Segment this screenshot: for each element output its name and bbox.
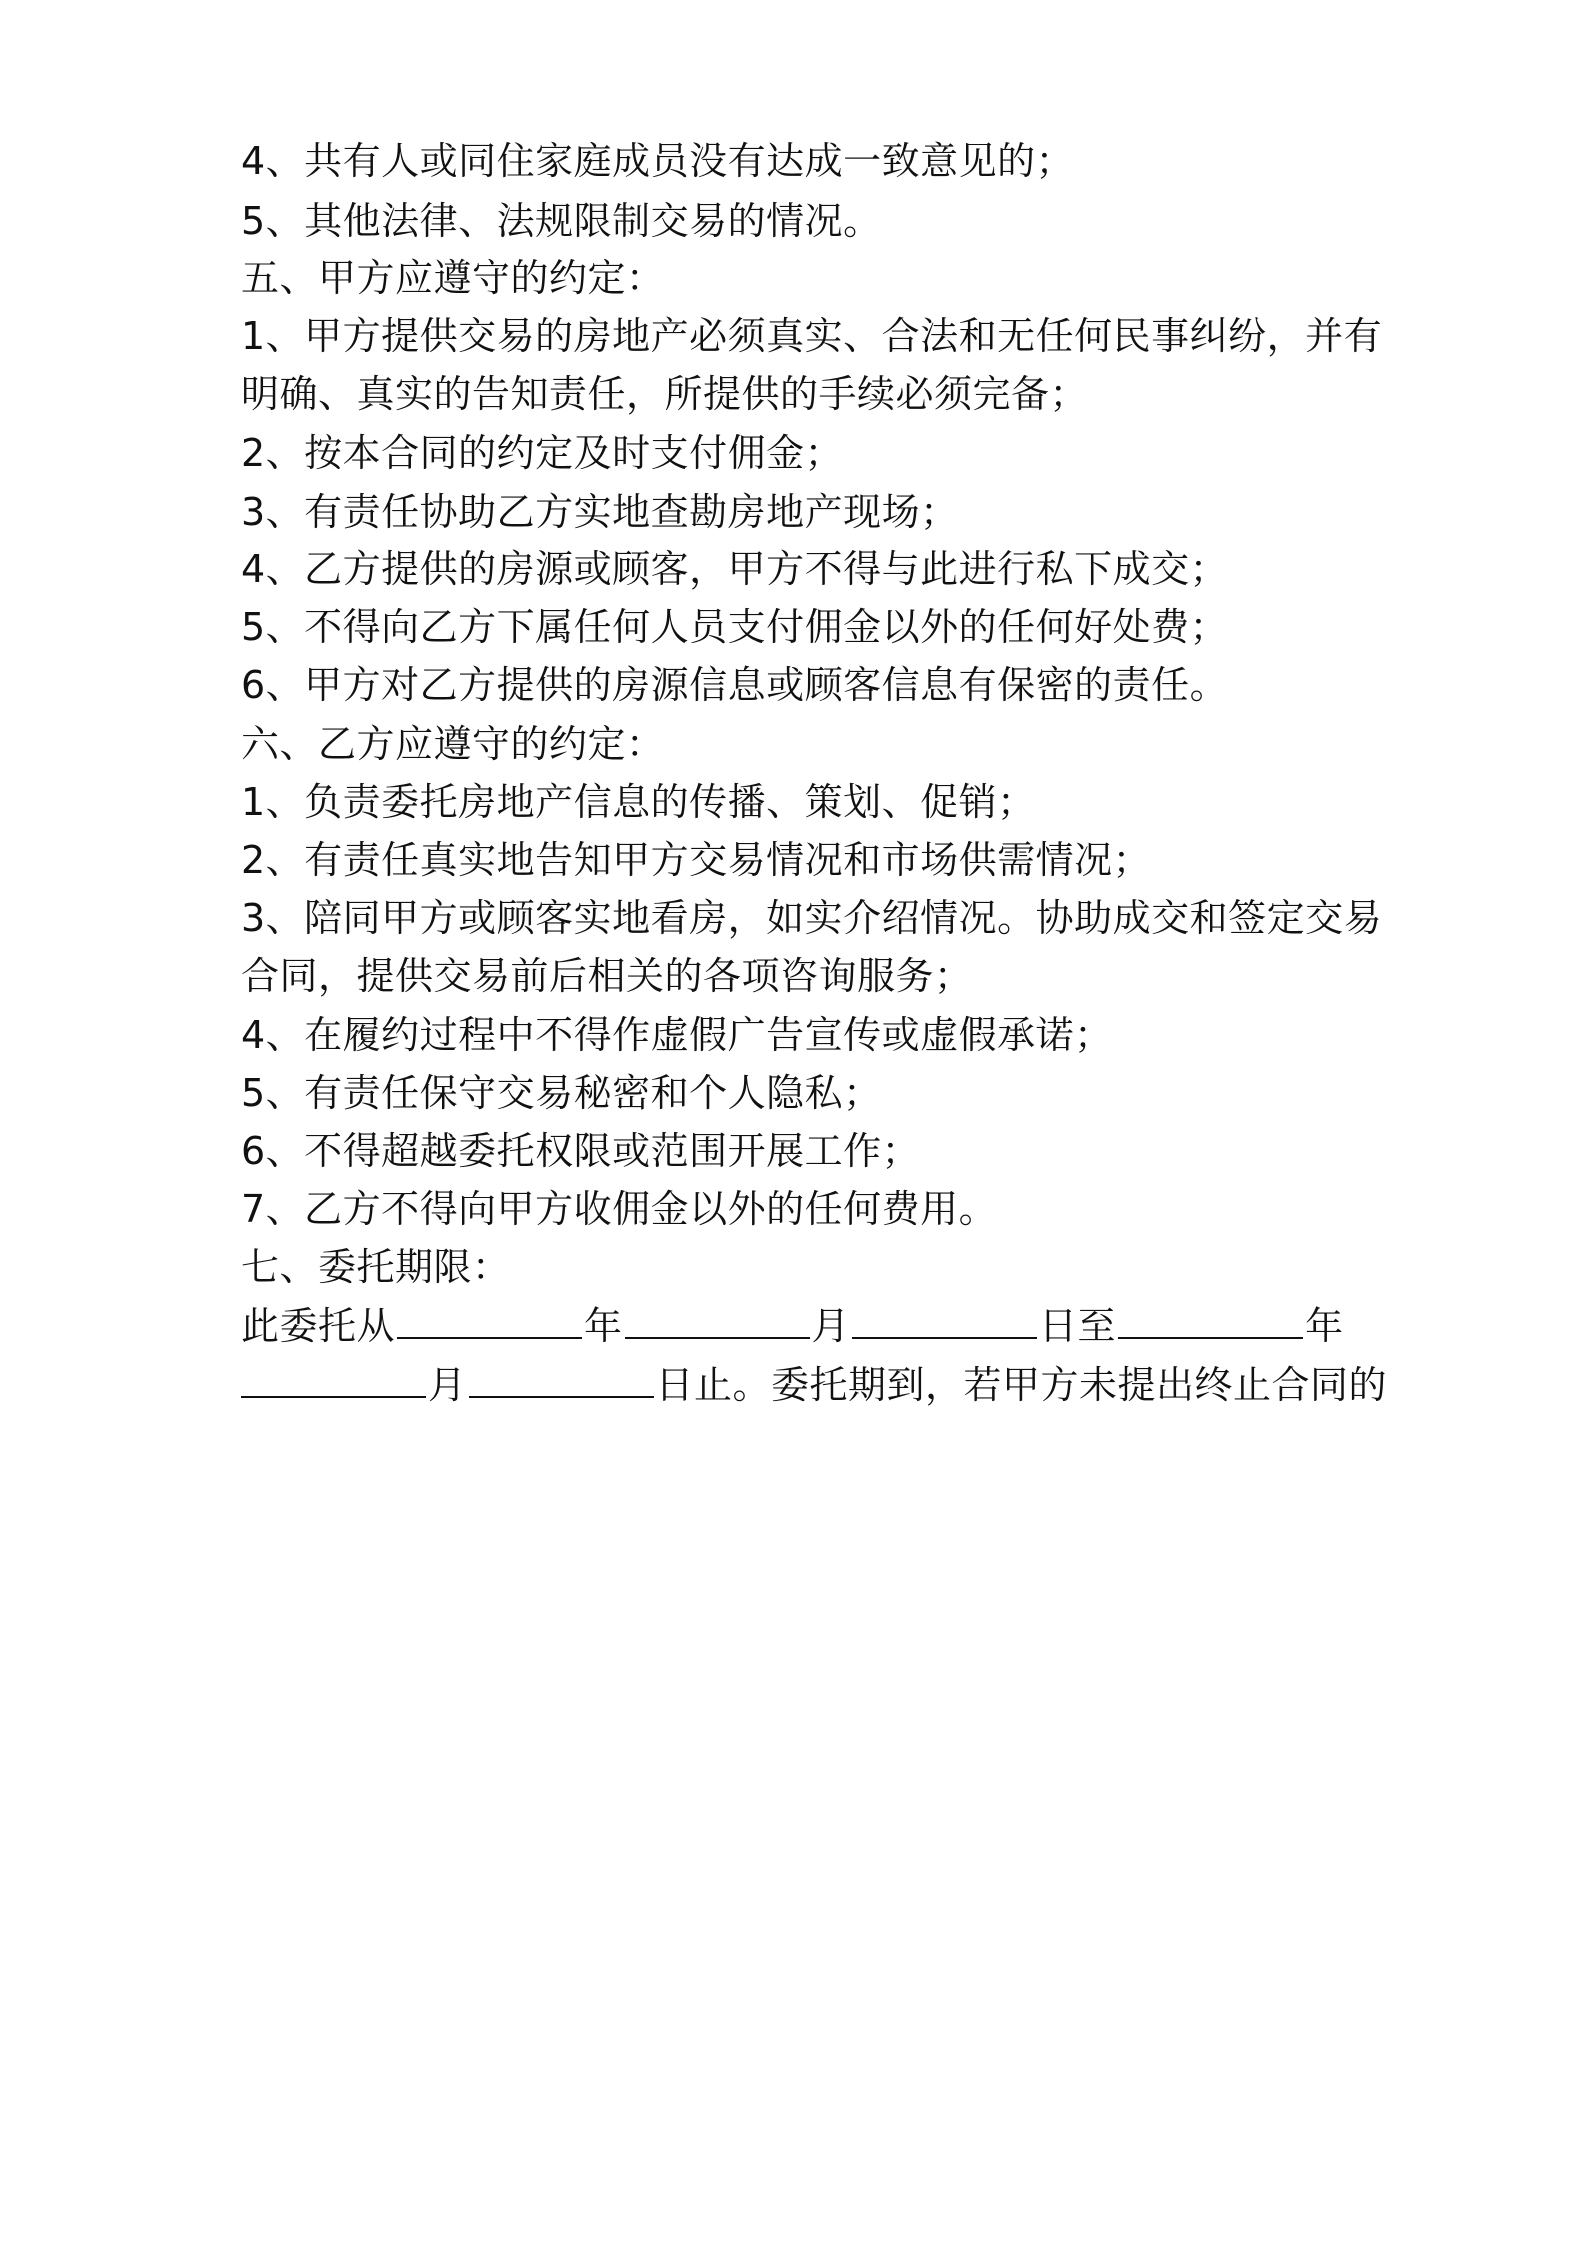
section-heading: 六、乙方应遵守的约定： xyxy=(241,722,665,766)
term-suffix: 日止。委托期到，若甲方未提出终止合同的 xyxy=(655,1363,1388,1407)
clause-line: 5、有责任保守交易秘密和个人隐私； xyxy=(241,1071,882,1115)
year-blank xyxy=(397,1307,582,1339)
end-month-label: 月 xyxy=(428,1363,467,1407)
clause-line: 4、乙方提供的房源或顾客，甲方不得与此进行私下成交； xyxy=(241,547,1229,591)
clause-line: 5、不得向乙方下属任何人员支付佣金以外的任何好处费； xyxy=(241,605,1229,649)
day-blank xyxy=(852,1307,1037,1339)
clause-line: 1、甲方提供交易的房地产必须真实、合法和无任何民事纠纷，并有 xyxy=(241,314,1383,358)
clause-line: 3、有责任协助乙方实地查勘房地产现场； xyxy=(241,490,959,534)
clause-line: 2、有责任真实地告知甲方交易情况和市场供需情况； xyxy=(241,838,1152,882)
end-day-blank xyxy=(469,1366,654,1398)
clause-line: 7、乙方不得向甲方收佣金以外的任何费用。 xyxy=(241,1187,998,1231)
clause-line: 3、陪同甲方或顾客实地看房，如实介绍情况。协助成交和签定交易 xyxy=(241,896,1383,940)
section-heading: 七、委托期限： xyxy=(241,1245,511,1289)
clause-line: 6、不得超越委托权限或范围开展工作； xyxy=(241,1129,921,1173)
day-to-label: 日至 xyxy=(1039,1304,1117,1348)
clause-line: 6、甲方对乙方提供的房源信息或顾客信息有保密的责任。 xyxy=(241,663,1229,707)
term-line-2 xyxy=(241,1361,1388,1409)
month-label: 月 xyxy=(811,1304,851,1348)
clause-line: 明确、真实的告知责任，所提供的手续必须完备； xyxy=(241,372,1089,416)
term-line-1 xyxy=(241,1302,1361,1350)
clause-line: 5、其他法律、法规限制交易的情况。 xyxy=(241,199,882,243)
month-blank xyxy=(625,1307,810,1339)
end-year-label: 年 xyxy=(1305,1304,1344,1348)
end-year-blank xyxy=(1118,1307,1303,1339)
year-label: 年 xyxy=(584,1304,623,1348)
section-heading: 五、甲方应遵守的约定： xyxy=(241,256,665,300)
term-prefix: 此委托从 xyxy=(241,1304,396,1348)
clause-line: 1、负责委托房地产信息的传播、策划、促销； xyxy=(241,780,1036,824)
clause-line: 合同，提供交易前后相关的各项咨询服务； xyxy=(241,954,973,998)
clause-line: 2、按本合同的约定及时支付佣金； xyxy=(241,431,844,475)
end-month-blank xyxy=(241,1366,426,1398)
clause-line: 4、共有人或同住家庭成员没有达成一致意见的； xyxy=(241,139,1075,183)
clause-line: 4、在履约过程中不得作虚假广告宣传或虚假承诺； xyxy=(241,1013,1113,1057)
